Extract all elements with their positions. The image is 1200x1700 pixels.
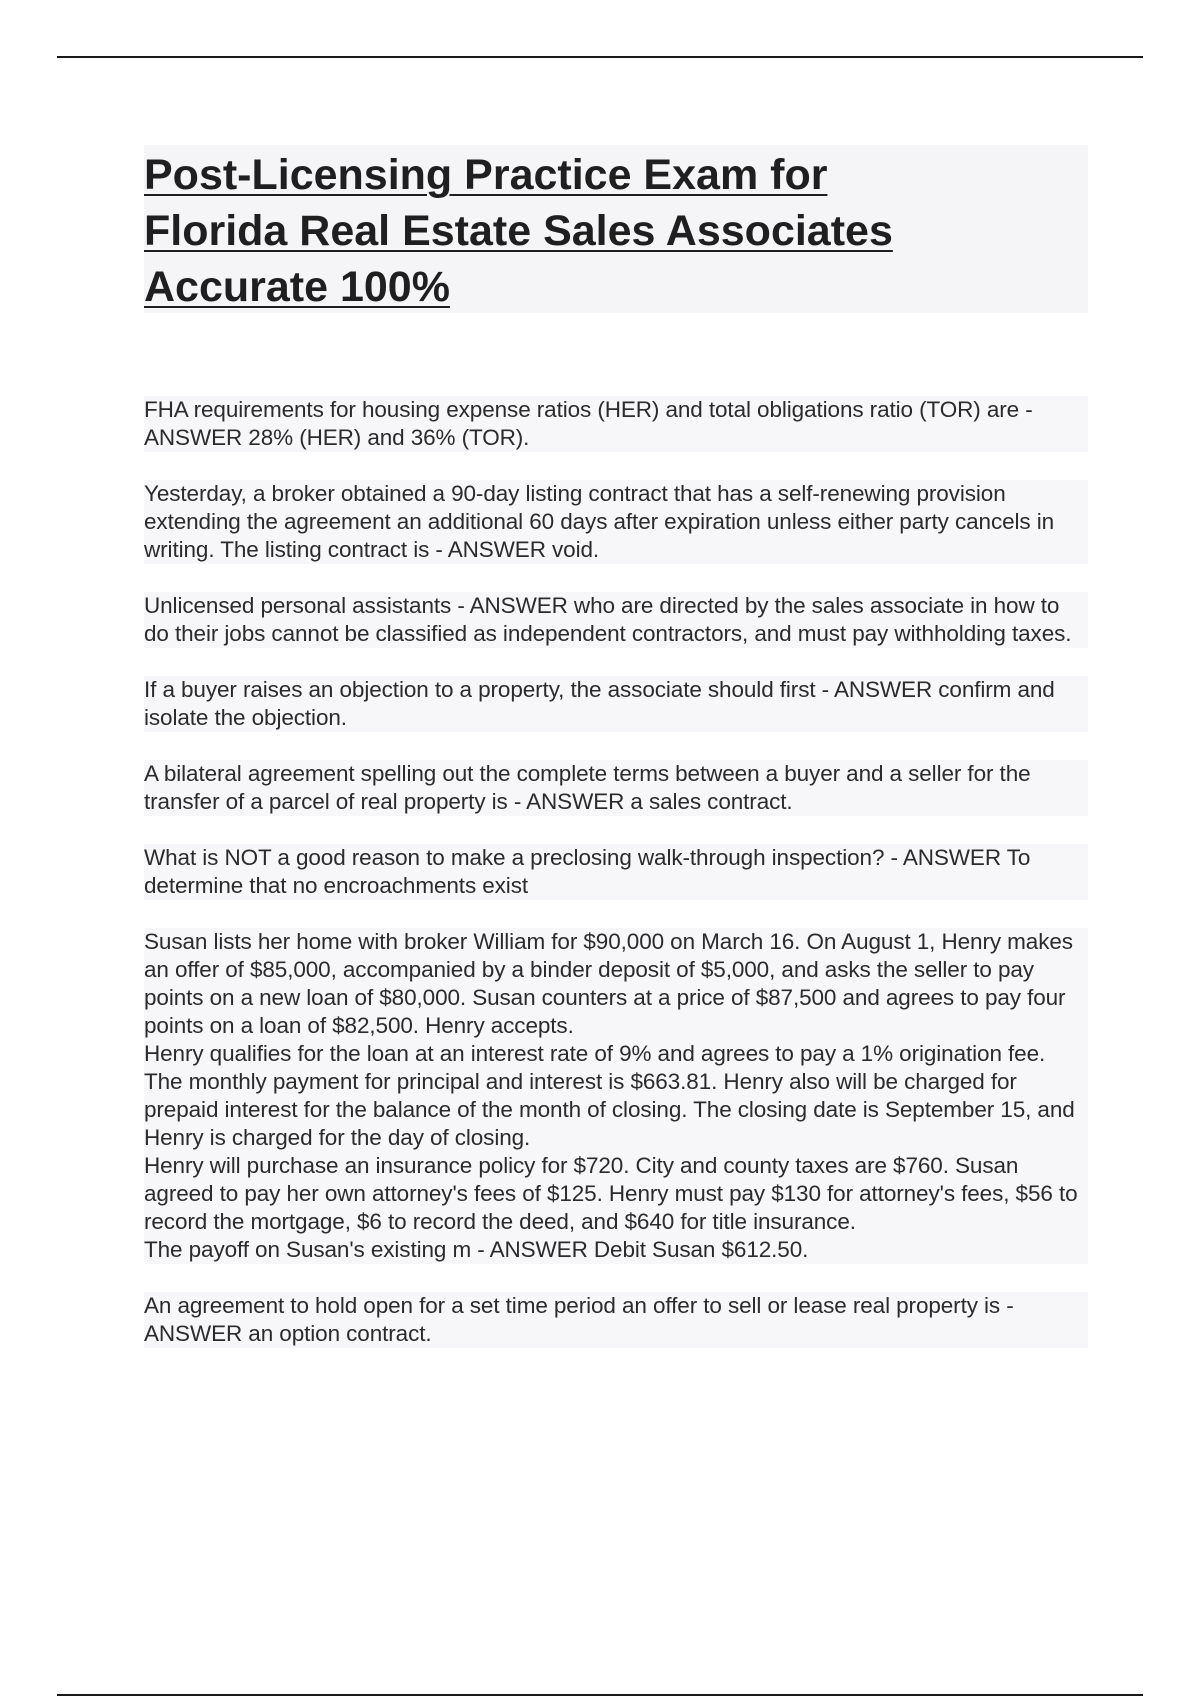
page-title: Post-Licensing Practice Exam for Florida Real Estate Sales Associates Accurate 100% bbox=[144, 151, 893, 311]
qa-item: A bilateral agreement spelling out the complete terms between a buyer and a seller for the transfer of a parcel of real property is - ANSWER a sales contract. bbox=[144, 760, 1088, 816]
qa-item: What is NOT a good reason to make a preclosing walk-through inspection? - ANSWER To determine that no encroachments exist bbox=[144, 844, 1088, 900]
qa-item: Unlicensed personal assistants - ANSWER who are directed by the sales associate in how to do their jobs cannot be classified as independent contractors, and must pay withholding taxes. bbox=[144, 592, 1088, 648]
top-rule bbox=[57, 56, 1143, 58]
qa-item: Yesterday, a broker obtained a 90-day listing contract that has a self-renewing provision extending the agreement an additional 60 days after expiration unless either party cancels in writing. The listing contract is - ANSWER void. bbox=[144, 480, 1088, 564]
bottom-rule bbox=[57, 1694, 1143, 1696]
qa-item: Susan lists her home with broker William for $90,000 on March 16. On August 1, Henry makes an offer of $85,000, accompanied by a binder deposit of $5,000, and asks the seller to pay points on a new loan of $80,000. Susan counters at a price of $87,500 and agrees to pay four points on a loan of $82,500. Henry accepts. Henry qualifies for the loan at an interest rate of 9% and agrees to pay a 1% origination fee. The monthly payment for principal and interest is $663.81. Henry also will be charged for prepaid interest for the balance of the month of closing. The closing date is September 15, and Henry is charged for the day of closing. Henry will purchase an insurance policy for $720. City and county taxes are $760. Susan agreed to pay her own attorney's fees of $125. Henry must pay $130 for attorney's fees, $56 to record the mortgage, $6 to record the deed, and $640 for title insurance. The payoff on Susan's existing m - ANSWER Debit Susan $612.50. bbox=[144, 928, 1088, 1264]
qa-item: An agreement to hold open for a set time period an offer to sell or lease real property is - ANSWER an option contract. bbox=[144, 1292, 1088, 1348]
qa-list bbox=[144, 396, 1088, 1376]
title-block bbox=[144, 145, 1088, 313]
qa-item: If a buyer raises an objection to a property, the associate should first - ANSWER confirm and isolate the objection. bbox=[144, 676, 1088, 732]
qa-item: FHA requirements for housing expense ratios (HER) and total obligations ratio (TOR) are - ANSWER 28% (HER) and 36% (TOR). bbox=[144, 396, 1088, 452]
